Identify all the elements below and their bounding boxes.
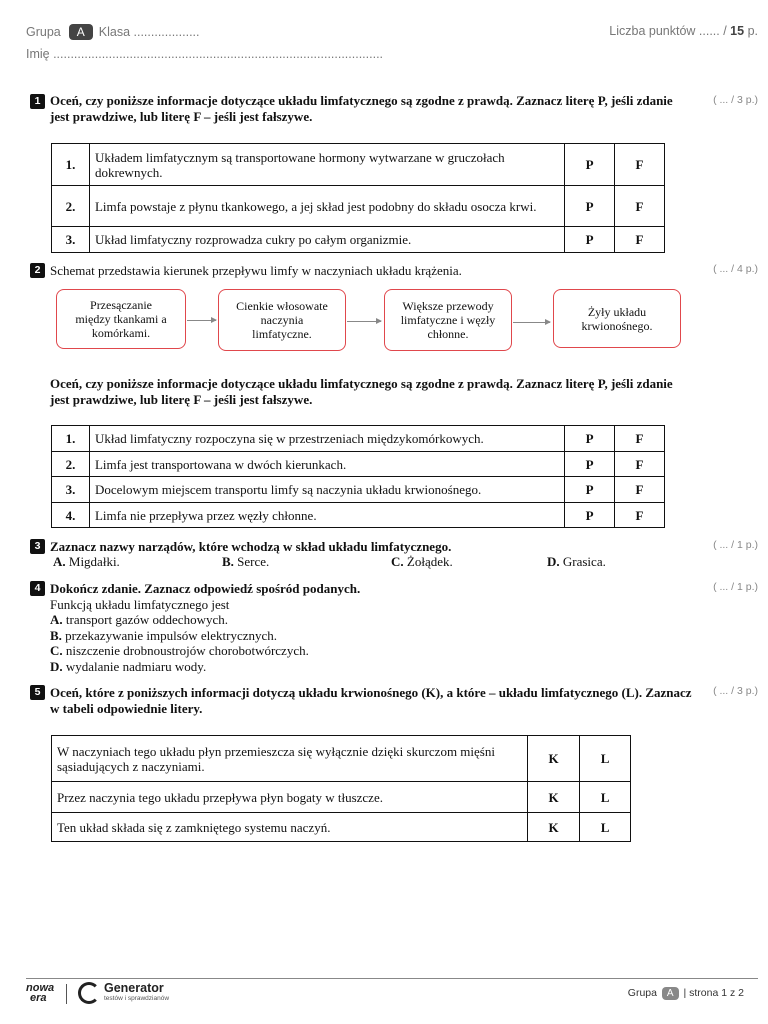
answer-f[interactable]: F [615,186,665,227]
answer-f[interactable]: F [615,426,665,452]
task-3-instruction: Zaznacz nazwy narządów, które wchodzą w skład układu limfatycznego. [50,539,452,554]
generator-g-icon [78,982,100,1004]
row-statement: Układ limfatyczny rozpoczyna się w przestrzeniach międzykomórkowych. [89,426,564,452]
points-unit: p. [747,24,758,38]
task-2-intro: Schemat przedstawia kierunek przepływu limfy w naczyniach układu krążenia. [50,263,462,278]
flow-arrow-1 [187,320,216,321]
group-label: Grupa [26,25,61,39]
footer-divider [26,978,758,979]
row-number: 3. [52,227,90,253]
class-field[interactable]: Klasa ................... [98,25,200,39]
points-summary [609,24,758,38]
flow-arrow-2 [347,321,381,322]
nowa-era-logo: nowa era [26,982,55,1004]
answer-k[interactable]: K [528,813,580,842]
answer-l[interactable]: L [580,782,631,813]
task-1-points: ( ... / 3 p.) [713,94,758,106]
answer-p[interactable]: P [565,426,615,452]
task-2-instruction: Oceń, czy poniższe informacje dotyczące układu limfatycznego są zgodne z prawdą. Zaznacz literę P, jeśli zdanie jest prawdziwe, lub literę F – jeśli jest fałszywe. [50,376,673,407]
row-statement: Limfa jest transportowana w dwóch kierunkach. [89,452,564,477]
task-1-instruction: Oceń, czy poniższe informacje dotyczące układu limfatycznego są zgodne z prawdą. Zaznacz literę P, jeśli zdanie jest prawdziwe, lub literę F – jeśli jest fałszywe. [50,93,673,124]
task-1-number: 1 [30,94,45,109]
generator-logo-subtitle: testów i sprawdzianów [104,995,170,1002]
flow-arrow-3 [513,322,550,323]
task-4-option-a[interactable]: A. transport gazów oddechowych. [50,612,228,627]
footer-group-badge: A [662,987,679,1000]
task-5-number: 5 [30,685,45,700]
answer-f[interactable]: F [615,144,665,186]
answer-f[interactable]: F [615,477,665,503]
answer-f[interactable]: F [615,452,665,477]
table-row [52,813,631,842]
row-statement: W naczyniach tego układu płyn przemieszcza się wyłącznie dzięki skurczom mięśni sąsiadujących z naczyniami. [52,736,528,782]
task-2-number: 2 [30,263,45,278]
task-3-number: 3 [30,539,45,554]
table-row [52,426,665,452]
answer-p[interactable]: P [565,503,615,528]
task-3-option-c[interactable]: C. Żołądek. [391,554,453,569]
task-4-number: 4 [30,581,45,596]
table-row [52,736,631,782]
table-row [52,186,665,227]
row-statement: Docelowym miejscem transportu limfy są naczynia układu krwionośnego. [89,477,564,503]
answer-p[interactable]: P [565,144,615,186]
row-number: 2. [52,186,90,227]
task-4-option-d[interactable]: D. wydalanie nadmiaru wody. [50,659,207,674]
flow-step-4: Żyły układu krwionośnego. [553,289,681,348]
task-5-points: ( ... / 3 p.) [713,685,758,697]
row-statement: Układem limfatycznym są transportowane hormony wytwarzane w gruczołach dokrewnych. [89,144,564,186]
header-group-class [26,24,200,40]
row-statement: Przez naczynia tego układu przepływa płyn bogaty w tłuszcze. [52,782,528,813]
row-number: 4. [52,503,90,528]
table-row [52,452,665,477]
row-statement: Limfa nie przepływa przez węzły chłonne. [89,503,564,528]
row-number: 1. [52,144,90,186]
task-4-stem: Funkcją układu limfatycznego jest [50,597,230,612]
flow-step-3: Większe przewody limfatyczne i węzły chłonne. [384,289,512,351]
row-statement: Limfa powstaje z płynu tkankowego, a jej skład jest podobny do składu osocza krwi. [89,186,564,227]
table-row [52,782,631,813]
answer-p[interactable]: P [565,452,615,477]
task-3-option-b[interactable]: B. Serce. [222,554,270,569]
page-indicator: | strona 1 z 2 [683,987,744,999]
points-label: Liczba punktów ...... / [609,24,727,38]
answer-f[interactable]: F [615,227,665,253]
answer-l[interactable]: L [580,736,631,782]
answer-k[interactable]: K [528,736,580,782]
task-3-points: ( ... / 1 p.) [713,539,758,551]
flow-step-2: Cienkie włosowate naczynia limfatyczne. [218,289,346,351]
points-total: 15 [730,24,745,38]
table-row [52,503,665,528]
answer-p[interactable]: P [565,227,615,253]
row-number: 1. [52,426,90,452]
answer-k[interactable]: K [528,782,580,813]
task-4-instruction: Dokończ zdanie. Zaznacz odpowiedź spośród podanych. [50,581,361,596]
name-field[interactable]: Imię ............................................................................................... [26,47,384,61]
task-4-option-b[interactable]: B. przekazywanie impulsów elektrycznych. [50,628,278,643]
row-statement: Układ limfatyczny rozprowadza cukry po całym organizmie. [89,227,564,253]
task-5-table [51,735,631,842]
group-badge: A [69,24,93,40]
task-4-points: ( ... / 1 p.) [713,581,758,593]
answer-l[interactable]: L [580,813,631,842]
logo-divider [66,984,67,1004]
table-row [52,227,665,253]
answer-p[interactable]: P [565,186,615,227]
footer-group-label: Grupa [627,987,657,999]
flow-step-1: Przesączanie między tkankami a komórkami. [56,289,186,349]
task-2-table [51,425,665,528]
task-5-instruction: Oceń, które z poniższych informacji dotyczą układu krwionośnego (K), a które – układu limfatycznego (L). Zaznacz w tabeli odpowiednie litery. [50,685,692,716]
row-number: 2. [52,452,90,477]
row-statement: Ten układ składa się z zamkniętego systemu naczyń. [52,813,528,842]
row-number: 3. [52,477,90,503]
task-3-option-d[interactable]: D. Grasica. [547,554,606,569]
task-4-option-c[interactable]: C. niszczenie drobnoustrojów chorobotwórczych. [50,643,309,658]
task-1-table [51,143,665,253]
footer-page-info [628,987,744,1000]
task-3-option-a[interactable]: A. Migdałki. [53,554,120,569]
generator-logo-text: Generator [104,981,164,995]
answer-p[interactable]: P [565,477,615,503]
task-2-points: ( ... / 4 p.) [713,263,758,275]
table-row [52,477,665,503]
table-row [52,144,665,186]
answer-f[interactable]: F [615,503,665,528]
